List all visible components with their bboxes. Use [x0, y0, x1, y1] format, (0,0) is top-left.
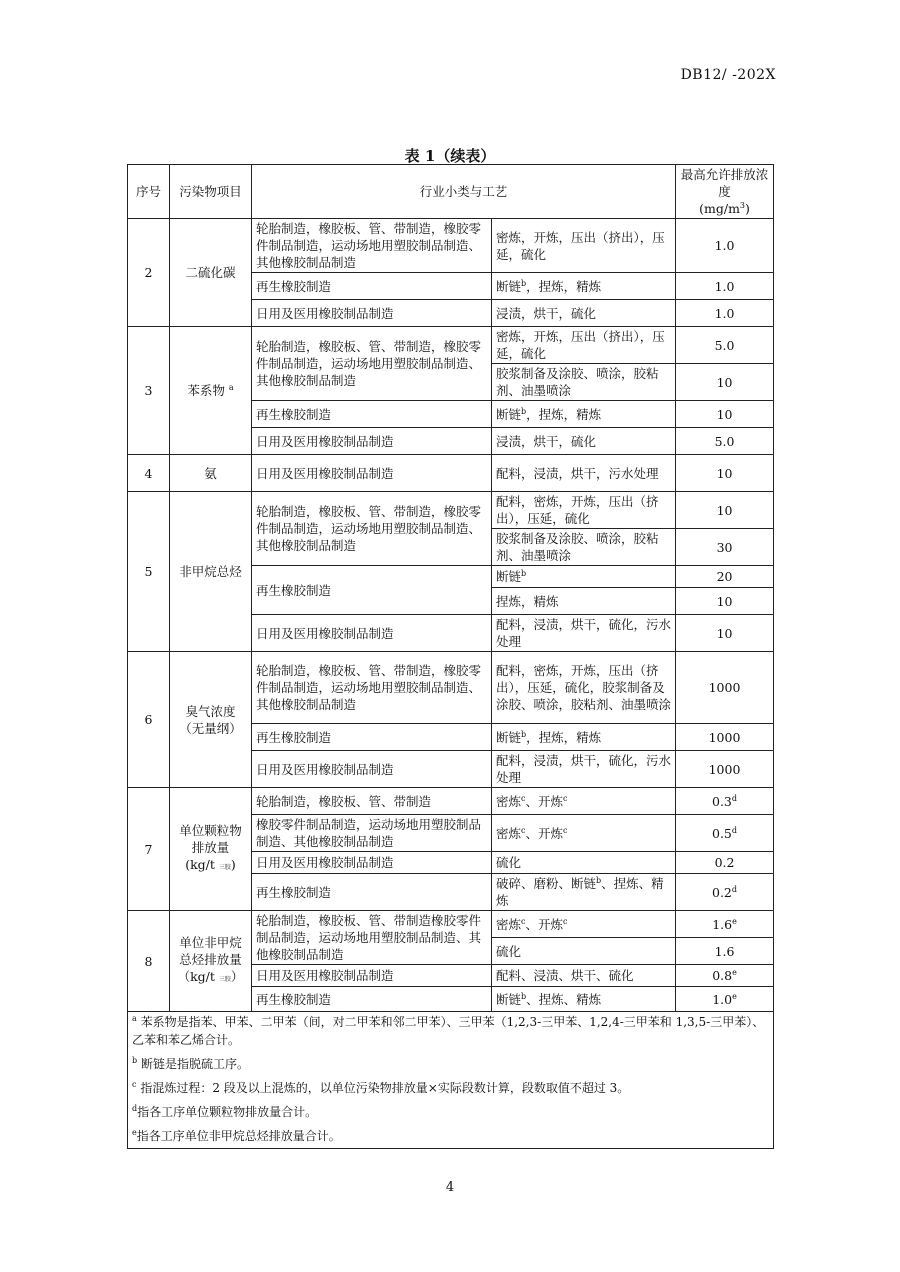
seq-cell: 6 — [128, 652, 170, 788]
unit-subscript: 三胶 — [218, 864, 231, 871]
col-seq: 序号 — [128, 165, 170, 219]
process-text: ，捏炼，精炼 — [526, 729, 602, 745]
process-cell: 浸渍，烘干，硫化 — [492, 428, 676, 455]
process-cell — [492, 566, 676, 588]
pollutant-text: 单位颗粒物排放量 — [179, 823, 242, 855]
footnote-mark: b — [521, 278, 527, 288]
process-text: 、捏炼、精炼 — [526, 991, 602, 1007]
industry-cell: 日用及医用橡胶制品制造 — [252, 300, 492, 327]
process-text: 断链 — [496, 569, 522, 584]
process-text: 密炼 — [496, 825, 522, 841]
emission-limits-table — [127, 164, 774, 1149]
limit-unit-close: ) — [745, 201, 750, 216]
limit-value: 0.2 — [712, 884, 732, 900]
limit-value-cell — [676, 987, 774, 1012]
footnote-mark: e — [132, 1128, 137, 1137]
pollutant-cell — [170, 911, 252, 1012]
limit-value: 20 — [676, 566, 774, 588]
footnote-mark: e — [732, 916, 737, 926]
limit-value: 1000 — [676, 652, 774, 724]
limit-value-cell — [676, 788, 774, 815]
process-cell — [492, 987, 676, 1012]
limit-value: 10 — [676, 455, 774, 492]
table-row — [128, 911, 774, 938]
limit-value-cell — [676, 965, 774, 987]
table-row — [128, 455, 774, 492]
process-cell: 密炼，开炼，压出（挤出），压延，硫化 — [492, 219, 676, 273]
footnote-mark: b — [132, 1056, 138, 1065]
footnote-mark: b — [521, 568, 527, 578]
footnote-mark: c — [521, 793, 526, 803]
footnote-mark: c — [563, 825, 568, 835]
unit-subscript: 三胶 — [218, 976, 231, 983]
industry-cell: 轮胎制造，橡胶板、管、带制造，橡胶零件制品制造，运动场地用塑胶制品制造、其他橡胶制品制造 — [252, 492, 492, 566]
limit-value: 10 — [676, 364, 774, 401]
process-cell — [492, 724, 676, 751]
page-number: 4 — [445, 1180, 455, 1195]
process-cell: 配料，密炼，开炼，压出（挤出），压延，硫化，胶浆制备及涂胶、喷涂，胶粘剂、油墨喷涂 — [492, 652, 676, 724]
note-text: 指各工序单位非甲烷总烃排放量合计。 — [136, 1129, 341, 1143]
pollutant-cell: 氨 — [170, 455, 252, 492]
notes-cell — [128, 1012, 774, 1149]
process-text: ，捏炼，精炼 — [526, 406, 602, 422]
pollutant-cell: 臭气浓度（无量纲） — [170, 652, 252, 788]
limit-value: 30 — [676, 529, 774, 566]
industry-cell: 橡胶零件制品制造，运动场地用塑胶制品制造、其他橡胶制品制造 — [252, 815, 492, 852]
process-cell: 配料，浸渍，烘干，硫化，污水处理 — [492, 615, 676, 652]
limit-value: 10 — [676, 615, 774, 652]
limit-value: 0.2 — [676, 852, 774, 874]
note-e — [132, 1127, 769, 1145]
process-text: 密炼 — [496, 916, 522, 932]
footnote-mark: c — [563, 793, 568, 803]
process-cell: 硫化 — [492, 852, 676, 874]
seq-cell: 2 — [128, 219, 170, 327]
limit-value: 1.0 — [676, 273, 774, 300]
limit-value: 1000 — [676, 751, 774, 788]
process-text: 、开炼 — [525, 793, 564, 809]
process-cell — [492, 911, 676, 938]
limit-value: 1.0 — [676, 300, 774, 327]
note-text: 指各工序单位颗粒物排放量合计。 — [137, 1105, 318, 1119]
process-cell: 配料，密炼，开炼，压出（挤出），压延，硫化 — [492, 492, 676, 529]
process-text: 断链 — [496, 729, 522, 745]
notes-row — [128, 1012, 774, 1149]
industry-cell: 日用及医用橡胶制品制造 — [252, 615, 492, 652]
process-cell — [492, 815, 676, 852]
limit-value: 10 — [676, 401, 774, 428]
seq-cell: 3 — [128, 327, 170, 455]
footnote-mark: a — [228, 382, 234, 392]
seq-cell: 5 — [128, 492, 170, 652]
footnote-mark: e — [732, 967, 737, 977]
seq-cell: 8 — [128, 911, 170, 1012]
limit-value: 1000 — [676, 724, 774, 751]
table-caption: 表 1（续表） — [404, 147, 496, 165]
process-cell: 捏炼，精炼 — [492, 588, 676, 615]
limit-value: 1.6 — [676, 938, 774, 965]
limit-label: 最高允许排放浓度 — [680, 167, 769, 199]
industry-cell: 再生橡胶制造 — [252, 566, 492, 615]
pollutant-text: 单位非甲烷总烃排放量（kg/t — [177, 935, 242, 984]
process-cell: 配料，浸渍，烘干，污水处理 — [492, 455, 676, 492]
limit-value-cell — [676, 874, 774, 911]
footnote-mark: c — [521, 825, 526, 835]
industry-cell: 再生橡胶制造 — [252, 401, 492, 428]
process-cell — [492, 788, 676, 815]
header-row — [128, 165, 774, 219]
limit-value: 1.0 — [676, 219, 774, 273]
process-text: 断链 — [496, 406, 522, 422]
industry-cell: 轮胎制造，橡胶板、管、带制造 — [252, 788, 492, 815]
note-c — [132, 1079, 769, 1097]
limit-value: 5.0 — [676, 327, 774, 364]
industry-cell: 日用及医用橡胶制品制造 — [252, 455, 492, 492]
industry-cell: 再生橡胶制造 — [252, 724, 492, 751]
note-text: 指混炼过程：2 段及以上混炼的，以单位污染物排放量×实际段数计算，段数取值不超过 3。 — [140, 1081, 630, 1095]
pollutant-cell — [170, 788, 252, 911]
note-d — [132, 1103, 769, 1121]
limit-value: 1.6 — [712, 916, 733, 932]
industry-cell: 轮胎制造，橡胶板、管、带制造，橡胶零件制品制造，运动场地用塑胶制品制造、其他橡胶制品制造 — [252, 652, 492, 724]
footnote-mark: c — [521, 916, 526, 926]
process-cell — [492, 874, 676, 911]
limit-value: 0.5 — [712, 825, 732, 841]
process-text: 、开炼 — [525, 916, 564, 932]
table-row — [128, 652, 774, 724]
pollutant-unit: (kg/t — [185, 857, 215, 872]
pollutant-cell: 非甲烷总烃 — [170, 492, 252, 652]
footnote-mark: a — [132, 1014, 137, 1023]
process-text: 、开炼 — [525, 825, 564, 841]
process-cell — [492, 401, 676, 428]
col-pollutant: 污染物项目 — [170, 165, 252, 219]
footnote-mark: c — [563, 916, 568, 926]
industry-cell: 日用及医用橡胶制品制造 — [252, 852, 492, 874]
pollutant-text: 苯系物 — [187, 383, 225, 398]
process-cell: 浸渍，烘干，硫化 — [492, 300, 676, 327]
seq-cell: 4 — [128, 455, 170, 492]
note-text: 苯系物是指苯、甲苯、二甲苯（间，对二甲苯和邻二甲苯）、三甲苯（1,2,3-三甲苯、1,2,4-三甲苯和 1,3,5-三甲苯）、乙苯和苯乙烯合计。 — [132, 1015, 765, 1047]
footnote-mark: d — [132, 1104, 138, 1113]
limit-unit: (mg/m — [699, 201, 740, 216]
col-limit — [676, 165, 774, 219]
process-text: 破碎、磨粉、断链 — [496, 876, 597, 891]
process-cell: 硫化 — [492, 938, 676, 965]
industry-cell: 日用及医用橡胶制品制造 — [252, 965, 492, 987]
limit-value: 1.0 — [712, 991, 733, 1007]
industry-cell: 轮胎制造，橡胶板、管、带制造橡胶零件制品制造，运动场地用塑胶制品制造、其他橡胶制品制造 — [252, 911, 492, 965]
footnote-mark: b — [521, 991, 527, 1001]
limit-value: 5.0 — [676, 428, 774, 455]
limit-value: 10 — [676, 588, 774, 615]
limit-value: 10 — [676, 492, 774, 529]
footnote-mark: b — [521, 729, 527, 739]
industry-cell: 再生橡胶制造 — [252, 874, 492, 911]
industry-cell: 轮胎制造，橡胶板、管、带制造，橡胶零件制品制造，运动场地用塑胶制品制造、其他橡胶制品制造 — [252, 219, 492, 273]
table-row — [128, 788, 774, 815]
industry-cell: 再生橡胶制造 — [252, 273, 492, 300]
limit-value: 0.3 — [712, 793, 732, 809]
note-text: 断链是指脱硫工序。 — [140, 1057, 249, 1071]
footnote-mark: b — [521, 406, 527, 416]
process-cell — [492, 273, 676, 300]
pollutant-unit-close: ） — [230, 969, 244, 984]
limit-value: 0.8 — [712, 968, 733, 983]
table-row — [128, 219, 774, 273]
industry-cell: 日用及医用橡胶制品制造 — [252, 428, 492, 455]
industry-cell: 日用及医用橡胶制品制造 — [252, 751, 492, 788]
unit-exponent: 3 — [739, 200, 746, 210]
footnote-mark: c — [132, 1080, 137, 1089]
process-cell: 密炼，开炼，压出（挤出），压延，硫化 — [492, 327, 676, 364]
industry-cell: 轮胎制造，橡胶板、管、带制造，橡胶零件制品制造，运动场地用塑胶制品制造、其他橡胶制品制造 — [252, 327, 492, 401]
footnote-mark: e — [732, 991, 737, 1001]
note-b — [132, 1055, 769, 1073]
process-text: 密炼 — [496, 793, 522, 809]
process-text: 、捏炼、精炼 — [496, 876, 664, 908]
process-cell: 配料，浸渍，烘干，硫化，污水处理 — [492, 751, 676, 788]
limit-value-cell — [676, 911, 774, 938]
seq-cell: 7 — [128, 788, 170, 911]
pollutant-cell — [170, 327, 252, 455]
industry-cell: 再生橡胶制造 — [252, 987, 492, 1012]
pollutant-cell: 二硫化碳 — [170, 219, 252, 327]
col-industry: 行业小类与工艺 — [252, 165, 676, 219]
process-text: ，捏炼，精炼 — [526, 278, 602, 294]
process-cell: 胶浆制备及涂胶、喷涂，胶粘剂、油墨喷涂 — [492, 529, 676, 566]
table-row — [128, 492, 774, 529]
table-row — [128, 327, 774, 364]
process-text: 断链 — [496, 278, 522, 294]
process-cell: 胶浆制备及涂胶、喷涂，胶粘剂、油墨喷涂 — [492, 364, 676, 401]
process-cell: 配料、浸渍、烘干、硫化 — [492, 965, 676, 987]
document-code: DB12/ -202X — [680, 67, 776, 83]
pollutant-unit-close: ) — [230, 857, 236, 872]
process-text: 断链 — [496, 991, 522, 1007]
footnote-mark: d — [731, 825, 738, 835]
footnote-mark: d — [731, 793, 738, 803]
limit-value-cell — [676, 815, 774, 852]
note-a — [132, 1013, 769, 1049]
footnote-mark: d — [731, 884, 738, 894]
footnote-mark: b — [596, 875, 602, 885]
